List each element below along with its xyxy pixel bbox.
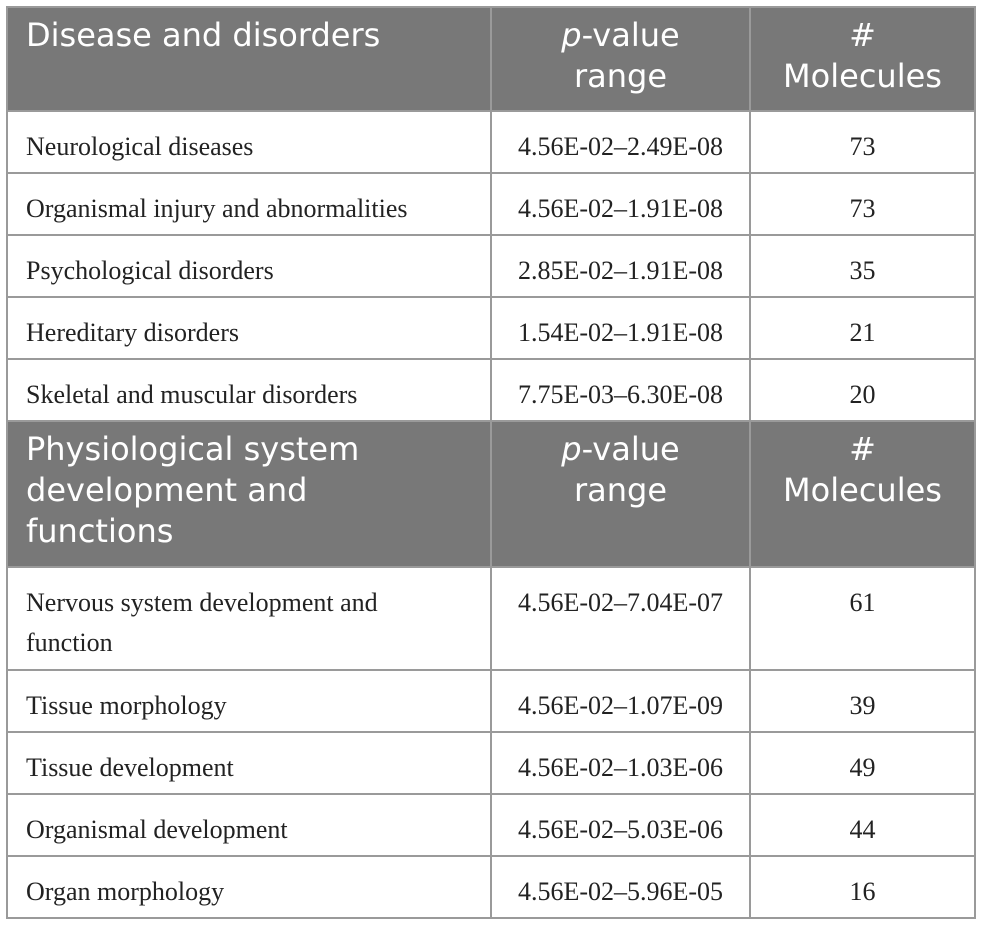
row-pvalue: 4.56E-02–1.07E-09 <box>491 670 750 732</box>
row-molecules: 44 <box>750 794 975 856</box>
row-pvalue: 4.56E-02–5.96E-05 <box>491 856 750 918</box>
row-name-line1: Nervous system development and <box>26 588 378 617</box>
row-name <box>7 567 491 670</box>
results-table <box>6 6 976 919</box>
row-pvalue: 4.56E-02–7.04E-07 <box>491 567 750 670</box>
table-row <box>7 235 975 297</box>
row-molecules: 73 <box>750 173 975 235</box>
molecules-header <box>750 421 975 567</box>
category-header-text: Disease and disorders <box>26 16 381 54</box>
row-pvalue: 4.56E-02–1.91E-08 <box>491 173 750 235</box>
pvalue-header <box>491 421 750 567</box>
row-pvalue: 4.56E-02–2.49E-08 <box>491 111 750 173</box>
table-row <box>7 359 975 421</box>
pvalue-header-p: p <box>561 16 582 54</box>
row-name: Organismal injury and abnormalities <box>7 173 491 235</box>
category-header <box>7 421 491 567</box>
row-molecules: 35 <box>750 235 975 297</box>
molecules-header-line1: # <box>849 430 876 468</box>
row-molecules: 21 <box>750 297 975 359</box>
pvalue-header-rest: -value <box>581 16 680 54</box>
row-molecules: 61 <box>750 567 975 670</box>
category-header-line3: functions <box>26 512 174 550</box>
pvalue-header-line2: range <box>573 471 668 509</box>
table-row <box>7 794 975 856</box>
row-pvalue: 7.75E-03–6.30E-08 <box>491 359 750 421</box>
row-molecules: 39 <box>750 670 975 732</box>
row-pvalue: 4.56E-02–1.03E-06 <box>491 732 750 794</box>
molecules-header-line2: Molecules <box>783 471 942 509</box>
section-header-disease <box>7 7 975 111</box>
category-header-line1: Physiological system <box>26 430 360 468</box>
row-molecules: 20 <box>750 359 975 421</box>
table-row <box>7 111 975 173</box>
pvalue-header-p: p <box>561 430 582 468</box>
row-name: Tissue development <box>7 732 491 794</box>
pvalue-header <box>491 7 750 111</box>
table-row <box>7 856 975 918</box>
molecules-header-line1: # <box>849 16 876 54</box>
row-name: Skeletal and muscular disorders <box>7 359 491 421</box>
table-row <box>7 297 975 359</box>
molecules-header <box>750 7 975 111</box>
row-name: Neurological diseases <box>7 111 491 173</box>
table-row <box>7 732 975 794</box>
row-pvalue: 2.85E-02–1.91E-08 <box>491 235 750 297</box>
pvalue-header-rest: -value <box>581 430 680 468</box>
row-molecules: 16 <box>750 856 975 918</box>
row-name-line2: function <box>26 628 113 657</box>
table-row <box>7 670 975 732</box>
row-name: Psychological disorders <box>7 235 491 297</box>
row-name: Organ morphology <box>7 856 491 918</box>
row-name: Hereditary disorders <box>7 297 491 359</box>
row-name: Organismal development <box>7 794 491 856</box>
table-row <box>7 567 975 670</box>
table-row <box>7 173 975 235</box>
row-molecules: 49 <box>750 732 975 794</box>
row-pvalue: 1.54E-02–1.91E-08 <box>491 297 750 359</box>
row-pvalue: 4.56E-02–5.03E-06 <box>491 794 750 856</box>
section-header-physiological <box>7 421 975 567</box>
row-molecules: 73 <box>750 111 975 173</box>
row-name: Tissue morphology <box>7 670 491 732</box>
pvalue-header-line2: range <box>573 57 668 95</box>
category-header-line2: development and <box>26 471 308 509</box>
category-header <box>7 7 491 111</box>
molecules-header-line2: Molecules <box>783 57 942 95</box>
